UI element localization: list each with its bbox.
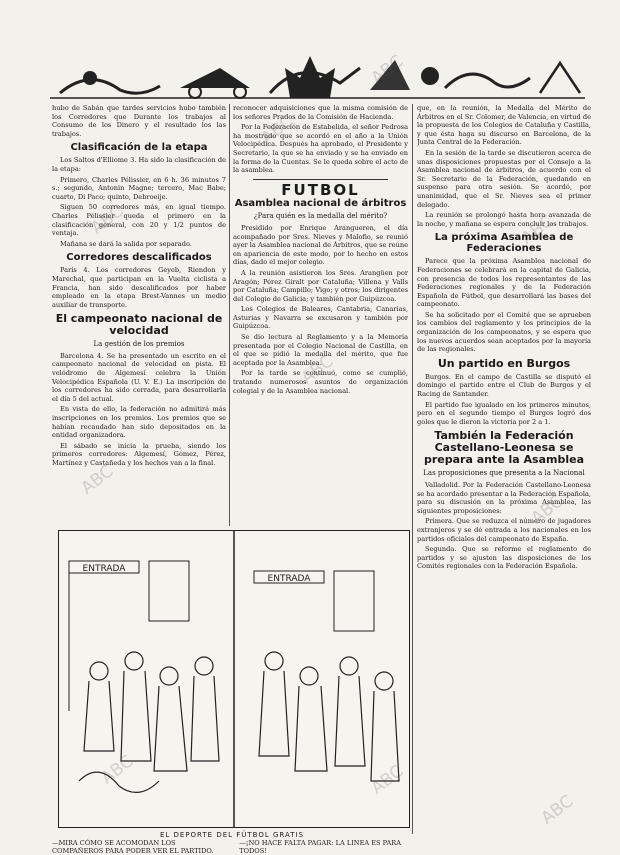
article-text: En vista de ello, la federación no admitirá más inscripciones en los premios. Los premios que se habían recaudado han sido depositados en la entidad organizadora. [52,405,226,440]
column-2 [233,104,408,526]
caption-right: —¡NO HACE FALTA PAGAR: LA LINEA ES PARA TODOS! [239,839,401,855]
watermark: ABC [77,461,118,499]
watermark: ABC [367,761,408,799]
headline: Corredores descalificados [66,252,212,264]
article-text: Los Saltos d'Elliome 3. Ha sido la clasificación de la etapa: [52,156,226,173]
article-text: Se ha solicitado por el Comité que se aprueben los cambios del reglamento y los principios de la organización de los campeonatos, y se espera que los nuevos acuerdos sean aceptados por la mayoría de las regionales. [417,310,591,354]
watermark: ABC [257,111,298,149]
article-text: Burgos. En el campo de Castilla se disputó el domingo el partido entre el Club de Burgos y el Racing de Santander. [417,372,591,399]
article-text: Siguen 50 corredores más, en igual tiempo. Charles Pélissier queda el primero en la clasificación general, con 20 y 1/2 puntos de ventaja. [52,203,226,238]
article-text: Se dio lectura al Reglamento y a la Memoria presentada por el Colegio Nacional de Castilla, en el que se pidió la medalla del mérito, que fue aceptada por la Asamblea. [233,333,408,367]
subheadline: La gestión de los premios [93,340,185,349]
article-text: París 4. Los corredores Geyeb, Riendon y Marechal, que participan en la Vuelta ciclista a Francia, han sido descalificados por haber empleado en la etapa Brest-Vannes un medio auxiliar de transporte. [52,266,226,309]
article-text: Por la tarde se continuó, como se cumplió, tratando numerosos asuntos de organización colegial y de la Asamblea nacional. [233,369,408,395]
article-text: Primero, Charles Pélissier, en 6 h. 36 minutos 7 s.; segundo, Antonin Magne; tercero, Mac Babe; cuarto, Di Paco; quinto, Debroeije. [52,175,226,201]
subheadline: ¿Para quién es la medalla del mérito? [253,212,388,221]
entrance-sign-left: ENTRADA [82,564,126,574]
article-text: hubo de Sabán que tardes servicios hubo también los Corredores que Durante los trabajos al Consumo de los Dinero y el resultado los las trabajos. [52,104,226,138]
cartoon-caption [52,831,412,855]
caption-left: —MIRA CÓMO SE ACOMODAN LOS COMPAÑEROS PARA PODER VER EL PARTIDO. [52,839,214,855]
article-text: Segunda. Que se reforme el reglamento de partidos y se ajusten las disposiciones de los Comités regionales con la Federación Española. [417,545,591,571]
watermark: ABC [537,791,578,829]
column-divider [229,104,230,526]
article-text: Mañana se dará la salida por separado. [60,239,192,248]
column-divider [412,104,413,834]
article-text: En la sesión de la tarde se discutieron acerca de unas disposiciones propuestas por el Consejo a la Asamblea nacional de árbitros, de acuerdo con el Sr. Secretario de la Federación, quedando en suspenso para otra sesión. Se acordó, por unanimidad, que el Sr. Nieves sea el primer delegado. [417,148,591,209]
article-text: Por la Federación de Estabelida, el señor Pedrosa ha mostrado que se acordó en el año a la Unión Velocipédica. Después ha aprobado, el Presidente y Secretario, la que se ha enviado y se ha enviado en la forma de la Cuentas. Se le queda sobre el acto de la asamblea. [233,123,408,175]
article-text: La reunión se prolongó hasta hora avanzada de la noche, y mañana se espera concluir los trabajos. [417,211,591,228]
article-text: Primera. Que se reduzca el número de jugadores extranjeros y se dé entrada a los nacionales en los partidos oficiales del campeonato de España. [417,517,591,543]
headline: Clasificación de la etapa [70,142,208,154]
watermark: ABC [87,201,128,239]
article-text: que, en la reunión, la Medalla del Mérito de Árbitros en el Sr. Colomer, de Valencia, en virtud de la propuesta de los Colegios de Cataluña y Castilla, y que ésta haga su discurso en Barcelona, de la Junta Central de la Federación. [417,104,591,147]
section-rule [253,179,388,180]
subheadline: Las proposiciones que presenta a la Nacional [423,469,585,478]
article-text: Valladolid. Por la Federación Castellano-Leonesa se ha acordado presentar a la Federación Española, para su discusión en la próxima Asamblea, las siguientes proposiciones: [417,481,591,515]
article-text: reconocer adquisiciones que la misma comisión de los señores Prados de la Comisión de Hacienda. [233,104,408,121]
section-title: FUTBOL [281,180,360,199]
watermark: ABC [517,211,558,249]
headline: Un partido en Burgos [437,356,571,370]
column-3 [417,104,591,834]
sports-banner-illustration [50,38,585,102]
article-text: El sábado se inicia la prueba, siendo los primeros corredores: Algemesí, Gómez, Pérez, Martínez y Castañeda y los hechos van a la final. [52,441,226,467]
article-text: Barcelona 4. Se ha presentado un escrito en el campeonato nacional de velocidad en pista. El velódromo de Algemesí celebra la Unión Velocipédica Española (U. V. E.) La inscripción de los corredores ha sido cerrada, para desarrollarla el día 5 del actual. [52,351,226,403]
cartoon-illustration [58,530,410,828]
column-1 [52,104,226,526]
headline: Asamblea nacional de árbitros [234,198,407,210]
watermark: ABC [97,751,138,789]
watermark: ABC [527,491,568,529]
headline: La próxima Asamblea de Federaciones [434,232,574,255]
article-text: El partido fue igualado en los primeros minutos, pero en el segundo tiempo el Burgos logró dos goles que le dieron la victoria por 2 a 1. [417,400,591,426]
watermark: ABC [367,51,408,89]
article-text: Parece que la próxima Asamblea nacional de Federaciones se celebrará en la capital de Galicia, con presencia de todos los representantes de las Federaciones regionales y de la Federación Española de Fútbol, que desarrollará las bases del campeonato. [417,257,591,309]
headline: También la Federación Castellano-Leonesa se prepara ante la Asamblea [423,429,585,467]
watermark: ABC [297,351,338,389]
headline: El campeonato nacional de velocidad [55,312,223,338]
entrance-sign-right: ENTRADA [267,574,311,584]
caption-title: EL DEPORTE DEL FÚTBOL GRATIS [159,831,305,839]
article-text: Los Colegios de Baleares, Cantabria, Canarias, Asturias y Navarra se excusaron y también por Guipúzcoa. [233,305,408,331]
article-text: A la reunión asistieron los Sres. Arangüen por Aragón; Pérez Giralt por Cataluña; Villena y Valls por Cataluña; Campillo; Vigo; y otros; los dirigentes del Colegio de Galicia; y también por Guipúzcoa. [233,268,408,303]
article-text: Presidido por Enrique Arangueren, el día acompañado por Sres. Nieves y Malofio, se reunió ayer la Asamblea nacional de Árbitros, que se reúne en apariencia de este modo, por lo hecho en estos días, dado el mejor colegio. [233,223,408,267]
